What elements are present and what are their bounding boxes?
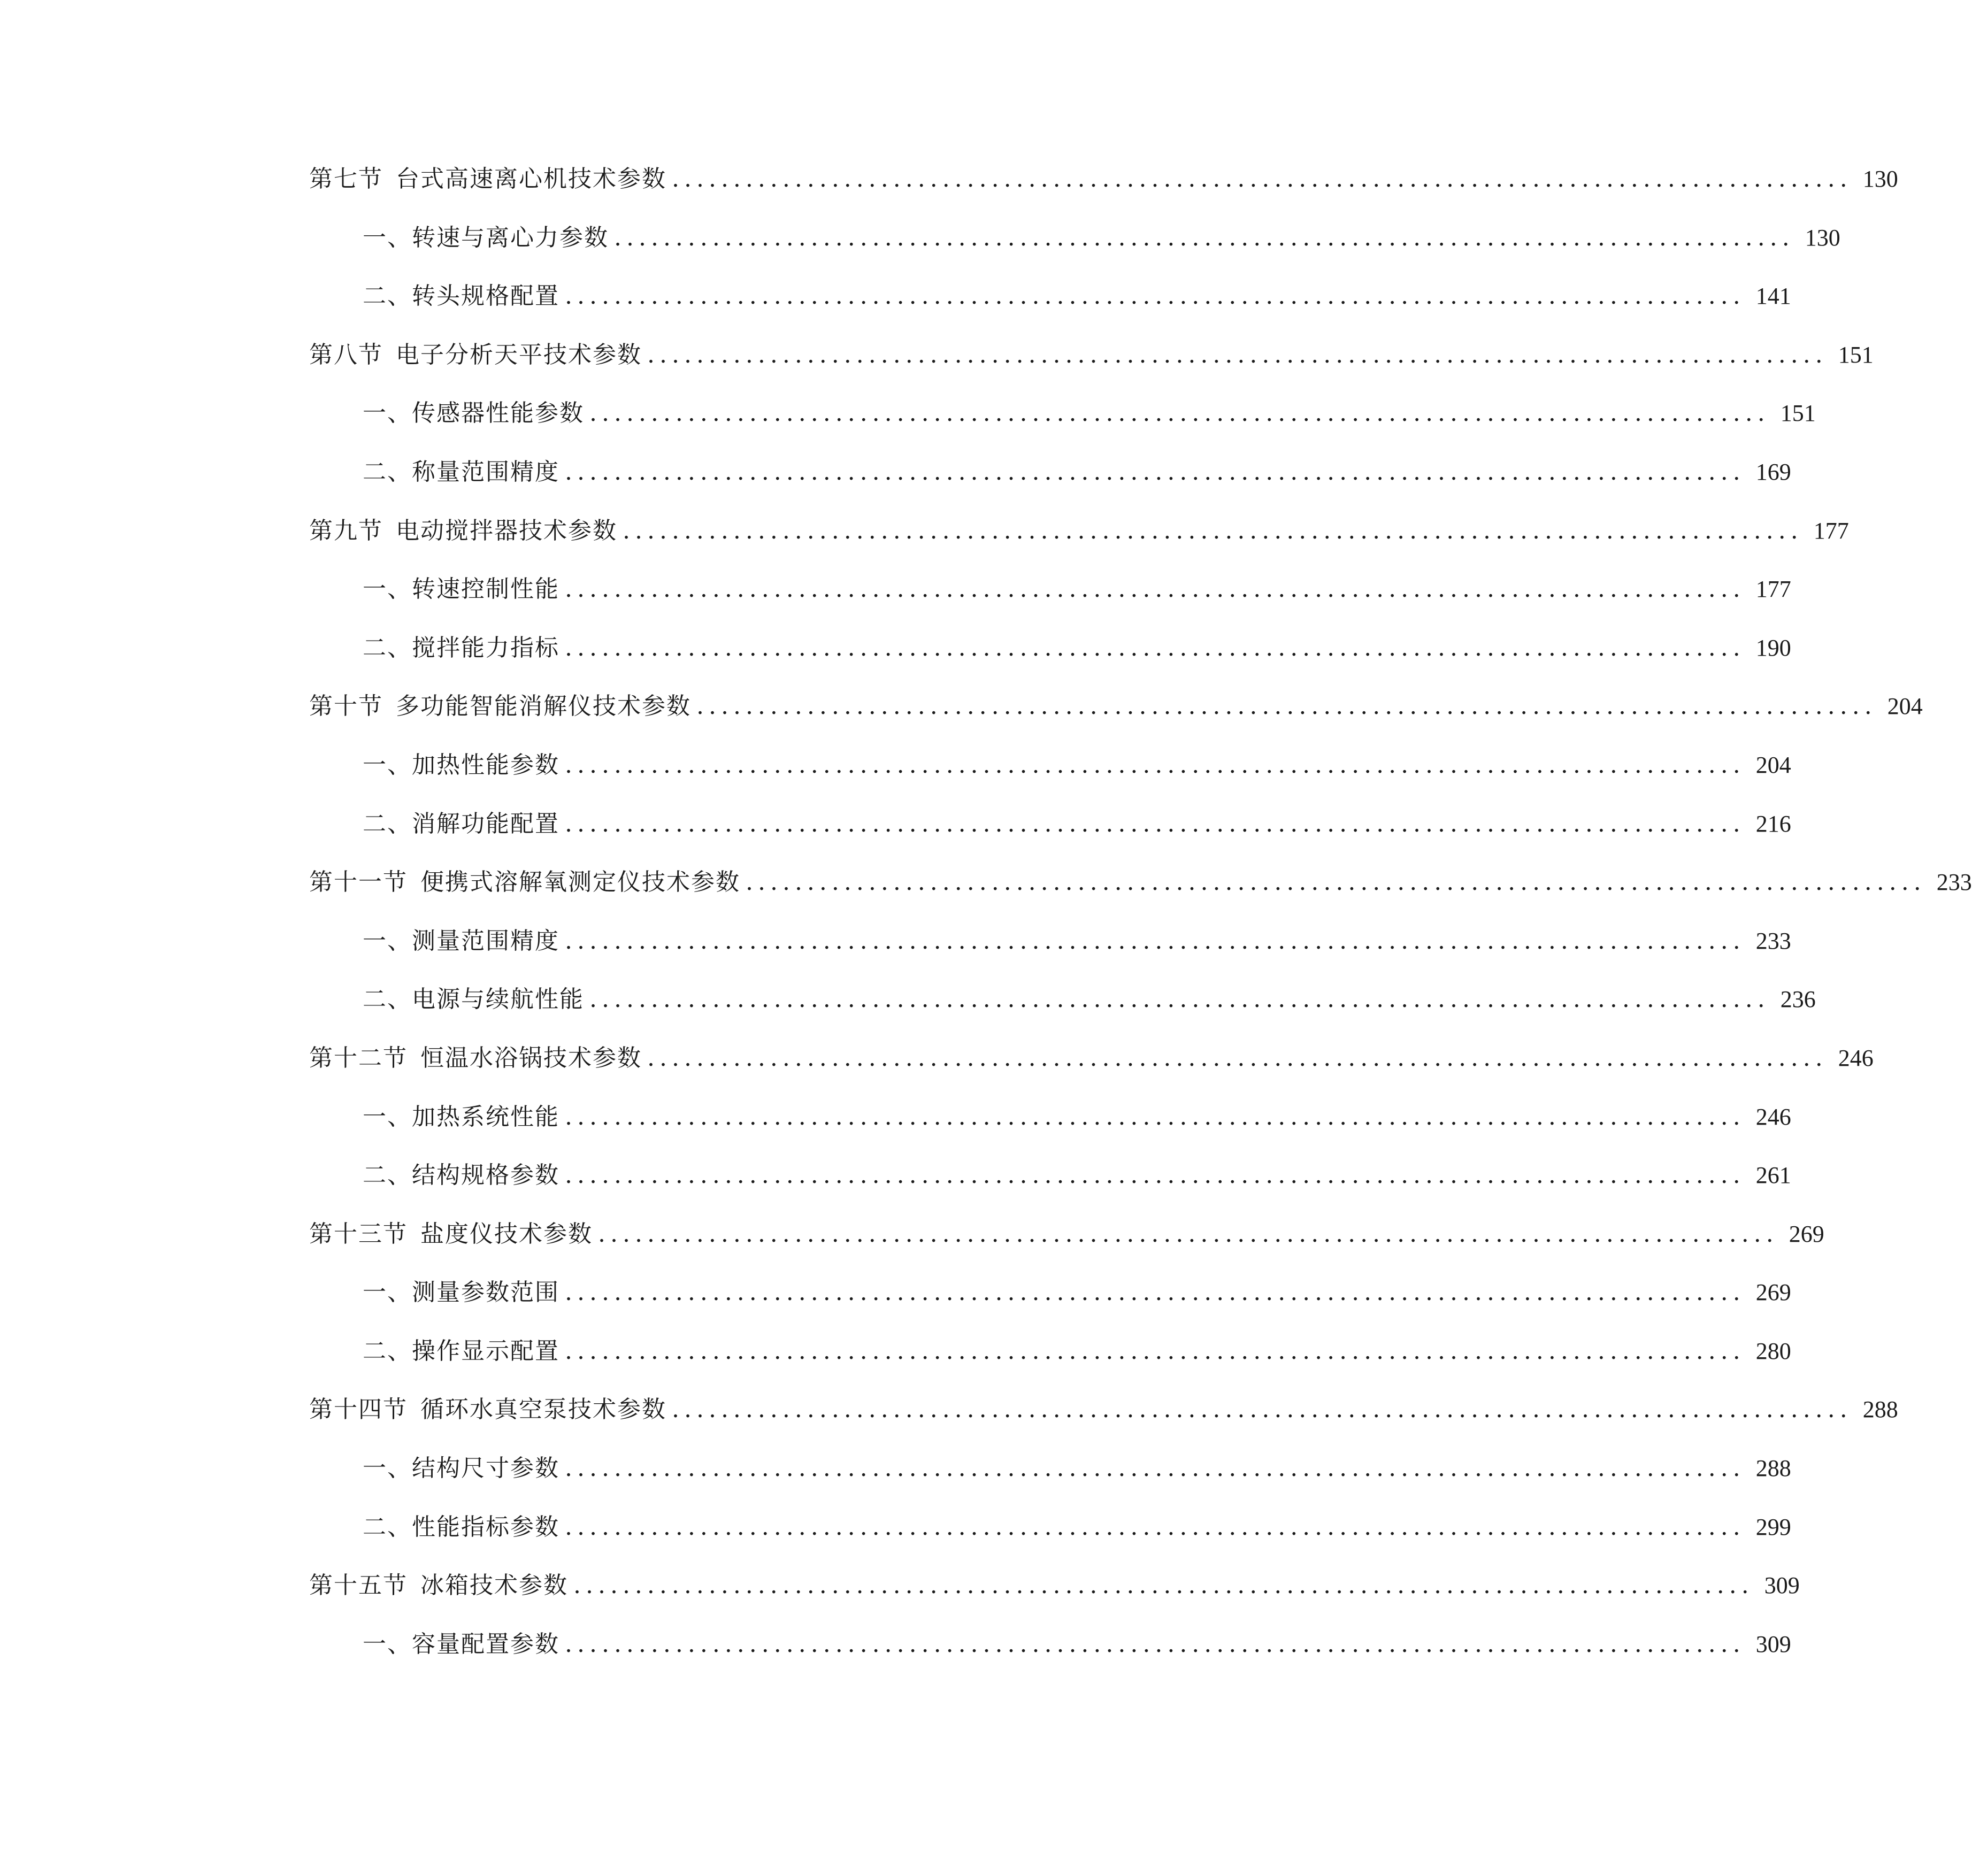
toc-page-number: 288 <box>1862 1396 1898 1423</box>
toc-page-number: 151 <box>1838 341 1874 368</box>
toc-subsection-entry[interactable] <box>309 443 1791 502</box>
toc-page-number: 130 <box>1862 166 1898 192</box>
toc-page-number: 299 <box>1755 1513 1791 1540</box>
toc-subsection-number: 二、 <box>363 986 412 1013</box>
toc-subsection-title: 搅拌能力指标 <box>412 634 559 662</box>
toc-dot-leader: ................................................................................................ <box>565 1455 1745 1482</box>
toc-dot-leader: ................................................................................................ <box>565 575 1745 603</box>
toc-dot-leader: ................................................................................................ <box>573 1572 1754 1600</box>
toc-section-entry[interactable] <box>309 150 1898 209</box>
toc-subsection-number: 二、 <box>363 1337 412 1365</box>
toc-section-number: 第十一节 <box>309 868 408 896</box>
toc-page-number: 130 <box>1805 224 1840 251</box>
toc-subsection-number: 一、 <box>363 1279 412 1306</box>
toc-dot-leader: ................................................................................................ <box>696 693 1877 720</box>
toc-section-entry[interactable] <box>309 1380 1898 1439</box>
toc-dot-leader: ................................................................................................ <box>565 1337 1745 1365</box>
toc-section-entry[interactable] <box>309 853 1972 912</box>
toc-subsection-entry[interactable] <box>309 1322 1791 1381</box>
toc-subsection-number: 一、 <box>363 399 412 427</box>
toc-page-number: 309 <box>1764 1572 1800 1599</box>
toc-page-number: 169 <box>1755 458 1791 485</box>
toc-subsection-entry[interactable] <box>309 1498 1791 1557</box>
toc-subsection-entry[interactable] <box>309 795 1791 854</box>
toc-page-number: 233 <box>1755 927 1791 954</box>
toc-section-title: 电子分析天平技术参数 <box>396 341 642 368</box>
toc-section-title: 盐度仪技术参数 <box>420 1220 593 1248</box>
toc-dot-leader: ................................................................................................ <box>565 1279 1745 1306</box>
toc-subsection-number: 二、 <box>363 810 412 837</box>
toc-subsection-title: 结构尺寸参数 <box>412 1455 559 1482</box>
toc-subsection-title: 加热性能参数 <box>412 751 559 779</box>
toc-subsection-title: 称量范围精度 <box>412 458 559 486</box>
toc-subsection-number: 二、 <box>363 1513 412 1541</box>
toc-subsection-entry[interactable] <box>309 560 1791 619</box>
toc-subsection-title: 电源与续航性能 <box>412 986 584 1013</box>
toc-section-number: 第八节 <box>309 341 383 368</box>
toc-dot-leader: ................................................................................................ <box>565 1162 1745 1189</box>
toc-page-number: 288 <box>1755 1455 1791 1482</box>
toc-dot-leader: ................................................................................................ <box>565 927 1745 955</box>
toc-page-number: 190 <box>1755 634 1791 661</box>
toc-page-number: 204 <box>1755 751 1791 778</box>
toc-page-number: 216 <box>1755 810 1791 837</box>
toc-section-entry[interactable] <box>309 502 1849 560</box>
toc-subsection-title: 转速与离心力参数 <box>412 224 609 251</box>
toc-page-number: 309 <box>1755 1631 1791 1657</box>
toc-subsection-number: 二、 <box>363 634 412 662</box>
toc-subsection-number: 二、 <box>363 282 412 310</box>
toc-subsection-title: 转速控制性能 <box>412 575 559 603</box>
toc-dot-leader: ................................................................................................ <box>672 1396 1852 1424</box>
toc-section-number: 第七节 <box>309 165 383 193</box>
toc-subsection-number: 一、 <box>363 224 412 251</box>
toc-subsection-entry[interactable] <box>309 970 1816 1029</box>
toc-dot-leader: ................................................................................................ <box>565 634 1745 662</box>
toc-dot-leader: ................................................................................................ <box>647 1044 1828 1072</box>
toc-subsection-title: 加热系统性能 <box>412 1103 559 1131</box>
toc-subsection-entry[interactable] <box>309 384 1816 443</box>
toc-page-number: 261 <box>1755 1162 1791 1189</box>
toc-subsection-title: 测量参数范围 <box>412 1279 559 1306</box>
toc-dot-leader: ................................................................................................ <box>647 341 1828 368</box>
toc-page-number: 246 <box>1755 1103 1791 1130</box>
toc-subsection-title: 转头规格配置 <box>412 282 559 310</box>
toc-section-entry[interactable] <box>309 677 1923 736</box>
toc-section-title: 便携式溶解氧测定仪技术参数 <box>420 868 740 896</box>
toc-subsection-number: 一、 <box>363 1103 412 1131</box>
toc-dot-leader: ................................................................................................ <box>565 751 1745 779</box>
table-of-contents <box>309 150 1972 1673</box>
toc-dot-leader: ................................................................................................ <box>589 399 1770 427</box>
toc-page-number: 246 <box>1838 1044 1874 1071</box>
toc-section-number: 第九节 <box>309 517 383 544</box>
toc-section-title: 循环水真空泵技术参数 <box>420 1396 666 1424</box>
toc-subsection-entry[interactable] <box>309 912 1791 971</box>
toc-section-number: 第十二节 <box>309 1044 408 1072</box>
toc-subsection-entry[interactable] <box>309 1615 1791 1674</box>
toc-page-number: 269 <box>1789 1220 1824 1247</box>
toc-dot-leader: ................................................................................................ <box>565 282 1745 310</box>
toc-subsection-title: 测量范围精度 <box>412 927 559 955</box>
toc-subsection-title: 性能指标参数 <box>412 1513 559 1541</box>
toc-dot-leader: ................................................................................................ <box>565 810 1745 837</box>
toc-section-title: 冰箱技术参数 <box>420 1572 568 1600</box>
toc-dot-leader: ................................................................................................ <box>598 1220 1778 1248</box>
toc-subsection-number: 一、 <box>363 751 412 779</box>
toc-section-entry[interactable] <box>309 326 1874 385</box>
toc-dot-leader: ................................................................................................ <box>623 517 1803 544</box>
toc-section-number: 第十节 <box>309 693 383 720</box>
toc-subsection-number: 一、 <box>363 575 412 603</box>
toc-subsection-entry[interactable] <box>309 1439 1791 1498</box>
toc-subsection-entry[interactable] <box>309 267 1791 326</box>
toc-dot-leader: ................................................................................................ <box>565 458 1745 486</box>
toc-section-number: 第十四节 <box>309 1396 408 1424</box>
toc-dot-leader: ................................................................................................ <box>565 1103 1745 1131</box>
toc-subsection-number: 二、 <box>363 1162 412 1189</box>
toc-page-number: 280 <box>1755 1337 1791 1364</box>
toc-section-entry[interactable] <box>309 1029 1874 1088</box>
toc-subsection-number: 一、 <box>363 927 412 955</box>
toc-subsection-title: 结构规格参数 <box>412 1162 559 1189</box>
toc-subsection-number: 一、 <box>363 1630 412 1658</box>
toc-section-entry[interactable] <box>309 1205 1824 1264</box>
toc-subsection-entry[interactable] <box>309 736 1791 795</box>
toc-subsection-number: 二、 <box>363 458 412 486</box>
toc-section-number: 第十五节 <box>309 1572 408 1600</box>
toc-page-number: 236 <box>1780 986 1816 1013</box>
toc-subsection-entry[interactable] <box>309 1263 1791 1322</box>
toc-page-number: 177 <box>1755 576 1791 603</box>
toc-page-number: 141 <box>1755 283 1791 310</box>
toc-section-number: 第十三节 <box>309 1220 408 1248</box>
toc-dot-leader: ................................................................................................ <box>565 1513 1745 1541</box>
toc-subsection-title: 操作显示配置 <box>412 1337 559 1365</box>
toc-section-title: 恒温水浴锅技术参数 <box>420 1044 642 1072</box>
toc-subsection-title: 消解功能配置 <box>412 810 559 837</box>
toc-page-number: 233 <box>1936 869 1972 896</box>
toc-page-number: 177 <box>1813 517 1849 544</box>
toc-section-title: 台式高速离心机技术参数 <box>396 165 666 193</box>
toc-dot-leader: ................................................................................................ <box>746 868 1926 896</box>
toc-page-number: 204 <box>1887 693 1923 720</box>
toc-subsection-title: 容量配置参数 <box>412 1630 559 1658</box>
toc-dot-leader: ................................................................................................ <box>614 224 1794 251</box>
toc-page-number: 269 <box>1755 1279 1791 1306</box>
toc-subsection-entry[interactable] <box>309 619 1791 678</box>
toc-dot-leader: ................................................................................................ <box>565 1630 1745 1658</box>
toc-section-title: 多功能智能消解仪技术参数 <box>396 693 691 720</box>
toc-subsection-entry[interactable] <box>309 1088 1791 1147</box>
toc-page-number: 151 <box>1780 400 1816 427</box>
toc-subsection-entry[interactable] <box>309 1146 1791 1205</box>
toc-dot-leader: ................................................................................................ <box>672 165 1852 193</box>
toc-dot-leader: ................................................................................................ <box>589 986 1770 1013</box>
toc-subsection-number: 一、 <box>363 1455 412 1482</box>
toc-section-title: 电动搅拌器技术参数 <box>396 517 617 544</box>
toc-subsection-entry[interactable] <box>309 209 1840 267</box>
toc-subsection-title: 传感器性能参数 <box>412 399 584 427</box>
toc-section-entry[interactable] <box>309 1556 1800 1615</box>
